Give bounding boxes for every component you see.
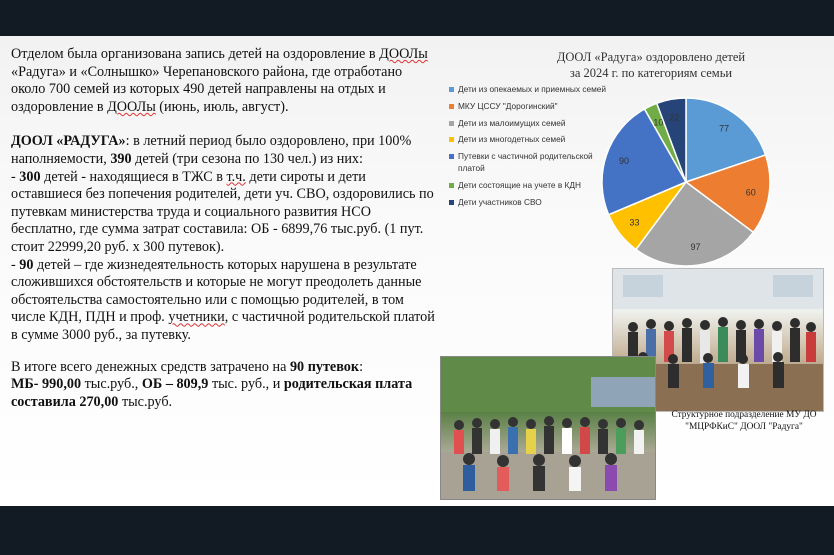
text-bold: 90 xyxy=(19,256,34,273)
legend-swatch xyxy=(449,137,454,142)
text: Отделом была организована запись детей на оздоровление в xyxy=(11,46,380,62)
slide xyxy=(0,36,834,506)
pie-chart xyxy=(600,96,772,268)
text: «Радуга» и «Солнышко» Черепановского района, где отработано около 700 семей из которых 490 детей направлены на отдых и оздоровление в xyxy=(11,63,403,115)
legend-swatch xyxy=(449,121,454,126)
text-bold: 390 xyxy=(110,150,132,167)
text: детей - находящиеся в ТЖС в xyxy=(40,168,227,185)
legend-label: Дети из малоимущих семей xyxy=(458,117,566,128)
text-bold: МБ- 990,00 xyxy=(11,376,82,393)
photo-group-outdoor xyxy=(440,356,656,500)
photo-outdoor-illustration xyxy=(441,357,655,499)
text: дети сироты и дети оставшиеся без попечения родителей, дети уч. СВО, оздоровились по путевкам министерства труда и социального развития НСО бесплатно, где сумма затрат составила: ОБ - 6899,76 тыс.руб. (1 пут. стоит 22999,20 руб. х 300 путевок). xyxy=(11,168,434,255)
caption-line1: Структурное подразделение МУ ДО xyxy=(671,410,817,420)
text: ДООЛы xyxy=(379,46,428,62)
text: ДООЛы xyxy=(107,98,156,115)
text-bold: 300 xyxy=(19,168,41,185)
paragraph-90 xyxy=(11,257,436,345)
text: В итоге всего денежных средств затрачено на xyxy=(11,358,290,375)
pie-data-label: 10 xyxy=(653,117,664,128)
legend-label: Дети из опекаемых и приемных семей xyxy=(458,84,607,94)
paragraph-300 xyxy=(11,169,436,257)
legend-label: Дети участников СВО xyxy=(458,196,542,207)
text: : xyxy=(359,358,364,375)
report-text xyxy=(11,46,436,411)
pie-data-label: 90 xyxy=(618,155,629,166)
legend-swatch xyxy=(449,183,454,188)
text: - xyxy=(11,168,20,185)
legend-label: Дети состоящие на учете в КДН xyxy=(458,179,581,190)
text: (июнь, июль, август). xyxy=(155,98,289,115)
text: тыс.руб., xyxy=(81,376,142,393)
legend-label: Путевки с частичной родительской платой xyxy=(458,151,593,173)
pie-data-label: 77 xyxy=(719,123,730,134)
text: т.ч. xyxy=(226,168,246,185)
text: тыс.руб. xyxy=(118,393,173,410)
legend-label: Дети из многодетных семей xyxy=(458,134,566,145)
photo-caption xyxy=(655,410,833,433)
text: учетники xyxy=(168,309,225,326)
text: , с частичной родительской платой в сумме 3000 руб., за путевку. xyxy=(11,309,435,343)
legend-item xyxy=(449,101,609,113)
text: детей – где жизнедеятельность которых нарушена в результате сложившихся обстоятельств и которые не могут преодолеть данные обстоятельства самостоятельно или с помощью родителей, в том числе КДН, ПДН и проф. xyxy=(11,256,422,326)
text: - xyxy=(11,256,20,273)
chart-legend xyxy=(449,84,609,213)
caption-line2: "МЦРФКиС" ДООЛ "Радуга" xyxy=(685,421,803,432)
text-bold: родительская плата составила 270,00 xyxy=(11,376,413,410)
legend-swatch xyxy=(449,87,454,92)
pie-data-label: 33 xyxy=(629,217,640,228)
legend-swatch xyxy=(449,154,454,159)
legend-item xyxy=(449,84,609,96)
legend-swatch xyxy=(449,104,454,109)
paragraph-registration xyxy=(11,46,436,116)
legend-item xyxy=(449,180,609,192)
text: тыс. руб., и xyxy=(208,376,284,393)
paragraph-total xyxy=(11,359,436,412)
chart-title-line2: за 2024 г. по категориям семьи xyxy=(569,66,733,80)
legend-item xyxy=(449,134,609,146)
pie-data-label: 60 xyxy=(745,187,756,198)
text-bold: ДООЛ «РАДУГА» xyxy=(11,133,126,150)
pie-data-label: 97 xyxy=(690,241,701,252)
text: детей (три сезона по 130 чел.) из них: xyxy=(131,150,363,167)
paragraph-raduga xyxy=(11,133,436,168)
text-bold: ОБ – 809,9 xyxy=(141,376,209,393)
pie-data-label: 22 xyxy=(669,112,680,123)
legend-swatch xyxy=(449,200,454,205)
legend-item xyxy=(449,151,609,175)
chart-title xyxy=(506,49,796,81)
text-bold: 90 путевок xyxy=(289,358,360,375)
text: : в летний период было оздоровлено, при 100% наполняемости, xyxy=(11,133,412,167)
legend-item xyxy=(449,197,609,209)
legend-label: МКУ ЦССУ "Дорогинский" xyxy=(458,100,558,111)
legend-item xyxy=(449,118,609,130)
chart-title-line1: ДООЛ «Радуга» оздоровлено детей xyxy=(556,50,746,64)
